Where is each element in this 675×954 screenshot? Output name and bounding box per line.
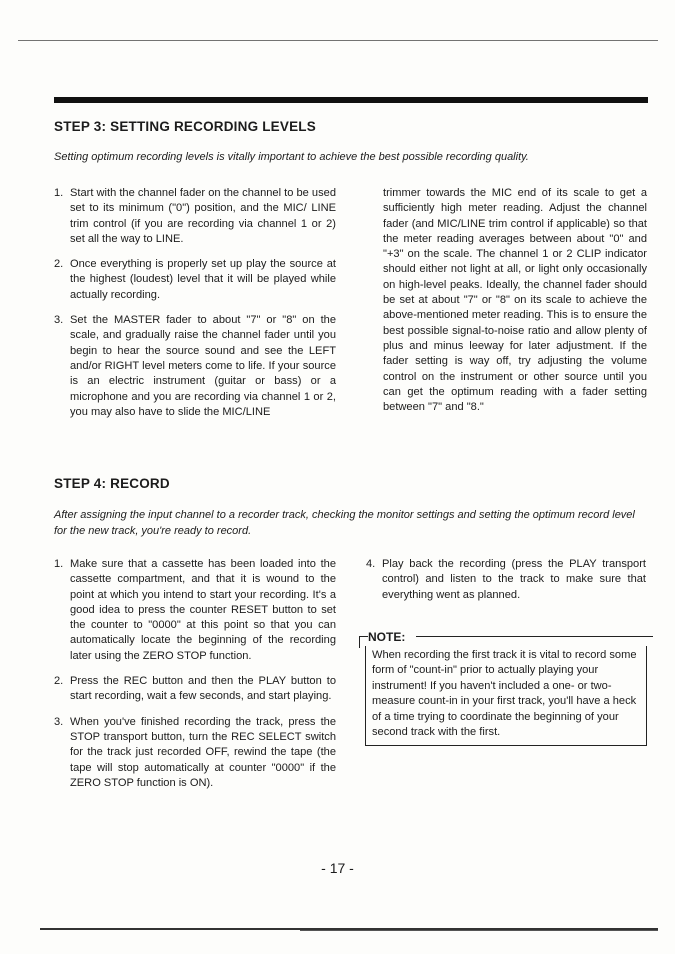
item-text: Once everything is properly set up play the source at the highest (loudest) level that it will be played while actually recording.	[70, 258, 336, 301]
note-panel	[366, 630, 646, 746]
note-title: NOTE:	[368, 630, 409, 644]
note-header	[366, 630, 646, 646]
item-text: Set the MASTER fader to about "7" or "8" on the scale, and gradually raise the channel fader until you begin to hear the source sound and see the LEFT and/or RIGHT level meters come to life. If your source is an electric instrument (guitar or bass) or a microphone and you are recording via channel 1 or 2, you may also have to slide the MIC/LINE	[70, 314, 336, 418]
item-text: Start with the channel fader on the channel to be used set to its minimum ("0") position, and the MIC/ LINE trim control (if you are recording via channel 1 or 2) set all the way to LINE.	[70, 187, 336, 245]
list-item	[54, 186, 336, 247]
item-number: 3.	[54, 314, 64, 327]
note-body: When recording the first track it is vital to record some form of "count-in" prior to actually playing your instrument! If you haven't included a one- or two-measure count-in in your first track, you'll have a heck of a time trying to coordinate the beginning of your second track with the first.	[365, 646, 647, 746]
step4-list-right	[366, 557, 646, 612]
item-number: 1.	[54, 558, 64, 570]
step3-intro: Setting optimum recording levels is vitally important to achieve the best possible recording quality.	[54, 151, 529, 163]
step4-list-left	[54, 557, 336, 801]
item-number: 2.	[54, 258, 64, 271]
step3-list	[54, 186, 336, 430]
step3-continuation: trimmer towards the MIC end of its scale to get a sufficiently high meter reading. Adjust the channel fader (and MIC/LINE trim control if applicable) so that the meter reading averages between about "0" and "+3" on the scale. The channel 1 or 2 CLIP indicator should either not light at all, or light only occasionally on high-level peaks. Ideally, the channel fader should be set at about "7" or "8" on its scale to achieve the above-mentioned meter reading. This is to ensure the best possible signal-to-noise ratio and allow plenty of plus and minus leeway for later adjustment. If the fader setting is way off, try adjusting the volume control on the instrument or other source until you can get the optimum reading with a fader setting between "7" and "8."	[383, 187, 647, 414]
top-rule	[18, 40, 658, 41]
section-rule	[54, 97, 648, 103]
list-item	[54, 674, 336, 705]
item-text: When you've finished recording the track, press the STOP transport button, turn the REC SELECT switch for the track just recorded OFF, rewind the tape (the tape will stop automatically at counter "0000" if the ZERO STOP function is ON).	[70, 715, 336, 789]
item-text: Make sure that a cassette has been loaded into the cassette compartment, and that it is wound to the point at which you intend to start your recording. It's a good idea to press the counter RESET button to set the counter to "0000" at this point so that you can automatically locate the beginning of the recording later using the ZERO STOP function.	[70, 558, 336, 662]
item-text: Press the REC button and then the PLAY button to start recording, wait a few seconds, and start playing.	[70, 675, 336, 703]
note-rule	[416, 636, 653, 637]
list-item	[366, 557, 646, 603]
list-item	[54, 257, 336, 303]
list-item	[54, 557, 336, 664]
list-item	[54, 313, 336, 420]
item-text: Play back the recording (press the PLAY transport control) and listen to the track to make sure that everything went as planned.	[382, 558, 646, 601]
item-number: 4.	[366, 558, 376, 570]
item-number: 2.	[54, 675, 64, 688]
list-item	[54, 715, 336, 791]
step3-heading: STEP 3: SETTING RECORDING LEVELS	[54, 119, 316, 134]
item-number: 3.	[54, 715, 64, 728]
note-corner	[359, 636, 368, 648]
bottom-rule-secondary	[300, 930, 658, 931]
item-number: 1.	[54, 187, 64, 199]
step4-heading: STEP 4: RECORD	[54, 476, 170, 491]
page-number: - 17 -	[321, 860, 354, 876]
step4-intro: After assigning the input channel to a recorder track, checking the monitor settings and setting the optimum record level for the new track, you're ready to record.	[54, 509, 635, 537]
